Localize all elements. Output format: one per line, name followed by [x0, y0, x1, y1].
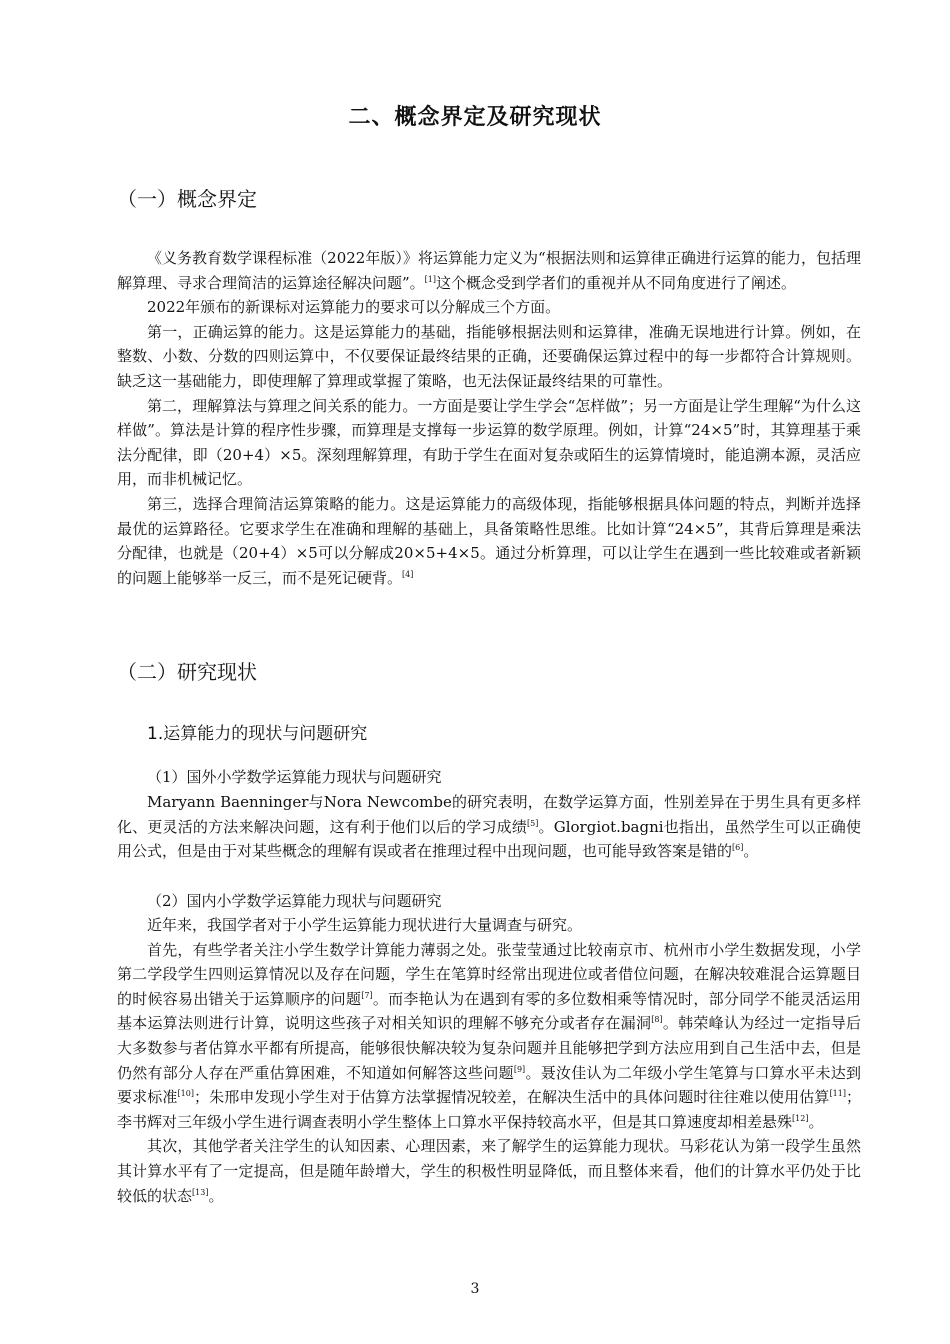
- citation[interactable]: [10]: [177, 1089, 194, 1099]
- text-run: ；李书辉对三年级小学生进行调查表明小学生整体上口算水平保持较高水平，但是其口算速度却相差悬殊: [117, 1088, 861, 1131]
- citation[interactable]: [9]: [513, 1064, 526, 1074]
- paragraph: 第一，正确运算的能力。这是运算能力的基础，指能够根据法则和运算律，准确无误地进行计算。例如，在整数、小数、分数的四则运算中，不仅要保证最终结果的正确，还要确保运算过程中的每一步都符合计算规则。缺乏这一基础能力，即使理解了算理或掌握了策略，也无法保证最终结果的可靠性。: [117, 322, 861, 390]
- paragraph-foreign: [117, 790, 861, 864]
- section-heading-definition: （一）概念界定: [117, 187, 257, 211]
- citation[interactable]: [13]: [192, 1187, 209, 1197]
- citation[interactable]: [11]: [829, 1089, 846, 1099]
- item-heading-domestic: （2）国内小学数学运算能力现状与问题研究: [147, 892, 442, 910]
- paragraph: [117, 1134, 861, 1208]
- citation[interactable]: [1]: [424, 274, 437, 284]
- paragraph: [117, 938, 861, 1135]
- page-number: 3: [470, 1281, 480, 1297]
- text-run: 。Glorgiot.bagni也指出，虽然学生可以正确使用公式，但是由于对某些概念的理解有误或者在推理过程中出现问题，也可能导致答案是错的: [117, 817, 861, 861]
- paragraph: [117, 246, 861, 295]
- section-heading-research: （二）研究现状: [117, 660, 257, 684]
- text-run: 首先，有些学者关注小学生数学计算能力薄弱之处。张莹莹通过比较南京市、杭州市小学生数据发现，小学第二学段学生四则运算情况以及存在问题，学生在笔算时经常出现进位或者借位问题，在解决较难混合运算题目的时候容易出错关于运算顺序的问题: [117, 940, 861, 1008]
- text-run: 。: [208, 1186, 224, 1205]
- citation[interactable]: [5]: [527, 818, 539, 828]
- citation[interactable]: [4]: [402, 569, 414, 579]
- text-run: 。: [743, 842, 759, 861]
- text-run: 。韩荣峰认为经过一定指导后大多数参与者估算水平都有所提高，能够很快解决较为复杂问题并且能够把学到方法应用到自己生活中去，但是仍然有部分人存在严重估算困难，不知道如何解答这些问题: [117, 1014, 861, 1082]
- text-run: 第三，选择合理简洁运算策略的能力。这是运算能力的高级体现，指能够根据具体问题的特点，判断并选择最优的运算路径。它要求学生在准确和理解的基础上，具备策略性思维。比如计算“24×5”，其背后算理是乘法分配律，也就是（20+4）×5可以分解成20×5+4×5。通过分析算理，可以让学生在遇到一些比较难或者新颖的问题上能够举一反三，而不是死记硬背。: [117, 494, 861, 587]
- text-run: ；朱邢申发现小学生对于估算方法掌握情况较差，在解决生活中的具体问题时往往难以使用估算: [193, 1088, 830, 1107]
- paragraph: 2022年颁布的新课标对运算能力的要求可以分解成三个方面。: [147, 298, 561, 317]
- citation[interactable]: [6]: [732, 843, 744, 853]
- paragraph: [117, 492, 861, 590]
- subsection-heading: 1.运算能力的现状与问题研究: [147, 724, 368, 744]
- item-heading-foreign: （1）国外小学数学运算能力现状与问题研究: [147, 768, 442, 786]
- section-body-definition: [117, 246, 861, 590]
- text-run: 。聂汝佳认为二年级小学生笔算与口算水平未达到要求标准: [117, 1063, 861, 1107]
- text-run: Maryann Baenninger与Nora Newcombe的研究表明，在数学运算方面，性别差异在于男生具有更多样化、更灵活的方法来解决问题，这有利于他们以后的学习成绩: [117, 793, 861, 836]
- text-run: 。而李艳认为在遇到有零的多位数相乘等情况时，部分同学不能灵活运用基本运算法则进行计算，说明这些孩子对相关知识的理解不够充分或者存在漏洞: [117, 989, 861, 1033]
- chapter-title: 二、概念界定及研究现状: [348, 105, 602, 130]
- text-run: 其次，其他学者关注学生的认知因素、心理因素，来了解学生的运算能力现状。马彩花认为第一段学生虽然其计算水平有了一定提高，但是随年龄增大，学生的积极性明显降低，而且整体来看，他们的计算水平仍处于比较低的状态: [117, 1137, 861, 1205]
- citation[interactable]: [12]: [792, 1113, 809, 1123]
- paragraph-domestic: [117, 913, 861, 1208]
- text-run: 《义务教育数学课程标准（2022年版）》将运算能力定义为“根据法则和运算律正确进行运算的能力，包括理解算理、寻求合理简洁的运算途径解决问题”。: [117, 249, 861, 292]
- text-run: 。: [808, 1112, 824, 1131]
- citation[interactable]: [7]: [361, 990, 373, 1000]
- paragraph: 近年来，我国学者对于小学生运算能力现状进行大量调查与研究。: [147, 916, 583, 934]
- text-run: 这个概念受到学者们的重视并从不同角度进行了阐述。: [436, 273, 797, 292]
- paragraph: [117, 790, 861, 864]
- paragraph: 第二，理解算法与算理之间关系的能力。一方面是要让学生学会“怎样做”；另一方面是让学生理解“为什么这样做”。算法是计算的程序性步骤，而算理是支撑每一步运算的数学原理。例如，计算“24×5”时，其算理基于乘法分配律，即（20+4）×5。深刻理解算理，有助于学生在面对复杂或陌生的运算情境时，能追溯本源，灵活应用，而非机械记忆。: [117, 396, 861, 489]
- citation[interactable]: [8]: [651, 1015, 663, 1025]
